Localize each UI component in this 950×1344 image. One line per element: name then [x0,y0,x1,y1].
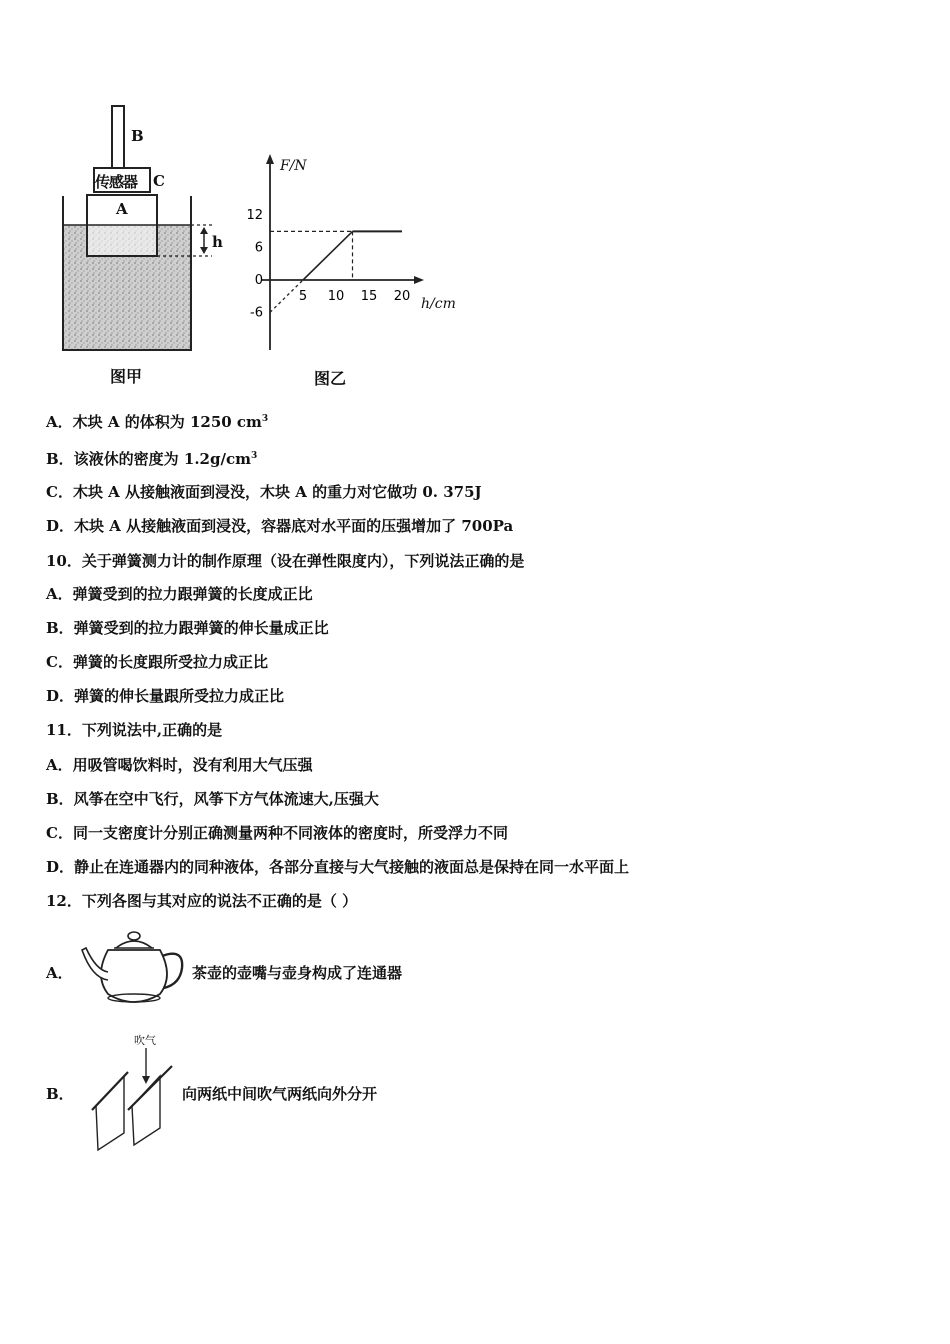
label-b: B [131,127,144,145]
y-tick-label: 0 [254,273,263,288]
series-rising-segment [303,231,353,280]
label-a: A [116,200,128,218]
y-tick-label: -6 [250,305,263,321]
sensor-label: 传感器 [95,173,138,191]
container-diagram [50,100,240,360]
y-tick-label: 12 [246,208,263,224]
force-depth-chart [240,150,470,360]
x-tick-label: 5 [298,289,308,304]
q9-option-d[interactable]: D．木块 A 从接触液面到浸没，容器底对水平面的压强增加了 700Pa [46,517,514,535]
q12-option-b-text[interactable]: 向两纸中间吹气两纸向外分开 [182,1085,378,1103]
label-c: C [153,172,165,190]
q12-option-a-label[interactable]: A． [46,964,73,982]
teapot-image [78,928,190,1012]
q10-stem: 10．关于弹簧测力计的制作原理（设在弹性限度内），下列说法正确的是 [46,552,525,570]
x-tick-label: 15 [360,289,378,304]
q12-option-a-text[interactable]: 茶壶的壶嘴与壶身构成了连通器 [192,964,403,982]
q11-option-c[interactable]: C．同一支密度计分别正确测量两种不同液体的密度时，所受浮力不同 [46,824,508,842]
q10-option-b[interactable]: B．弹簧受到的拉力跟弹簧的伸长量成正比 [46,619,329,637]
figure-jia [50,100,240,395]
blow-caption: 吹气 [134,1034,156,1047]
q11-option-a[interactable]: A．用吸管喝饮料时，没有利用大气压强 [46,756,313,774]
label-h: h [212,233,223,251]
q11-stem: 11．下列说法中,正确的是 [46,721,223,739]
x-axis-label: h/cm [421,296,456,312]
q10-option-a[interactable]: A．弹簧受到的拉力跟弹簧的长度成正比 [46,585,313,603]
q9-option-a[interactable]: A．木块 A 的体积为 1250 $cm^3$ [46,413,269,431]
y-tick-label: 6 [254,240,263,256]
q11-option-d[interactable]: D．静止在连通器内的同种液体，各部分直接与大气接触的液面总是保持在同一水平面上 [46,858,630,876]
figure-yi-caption: 图乙 [314,369,347,388]
figure-jia-caption: 图甲 [110,367,143,386]
q10-option-d[interactable]: D．弹簧的伸长量跟所受拉力成正比 [46,687,285,705]
q12-stem: 12．下列各图与其对应的说法不正确的是（ ） [46,892,358,910]
q12-option-b-label[interactable]: B． [46,1085,74,1103]
x-tick-label: 20 [393,289,411,304]
q9-option-c[interactable]: C．木块 A 从接触液面到浸没，木块 A 的重力对它做功 0. 375J [46,483,482,501]
y-axis-label: F/N [280,158,307,174]
q11-option-b[interactable]: B．风筝在空中飞行，风筝下方气体流速大,压强大 [46,790,379,808]
figure-yi [240,150,470,395]
q9-option-b[interactable]: B．该液休的密度为 $1.2g/cm^3$ [46,450,258,468]
q10-option-c[interactable]: C．弹簧的长度跟所受拉力成正比 [46,653,268,671]
blowing-papers-image [88,1028,188,1157]
x-tick-label: 10 [327,289,345,304]
rod-b [112,106,124,168]
